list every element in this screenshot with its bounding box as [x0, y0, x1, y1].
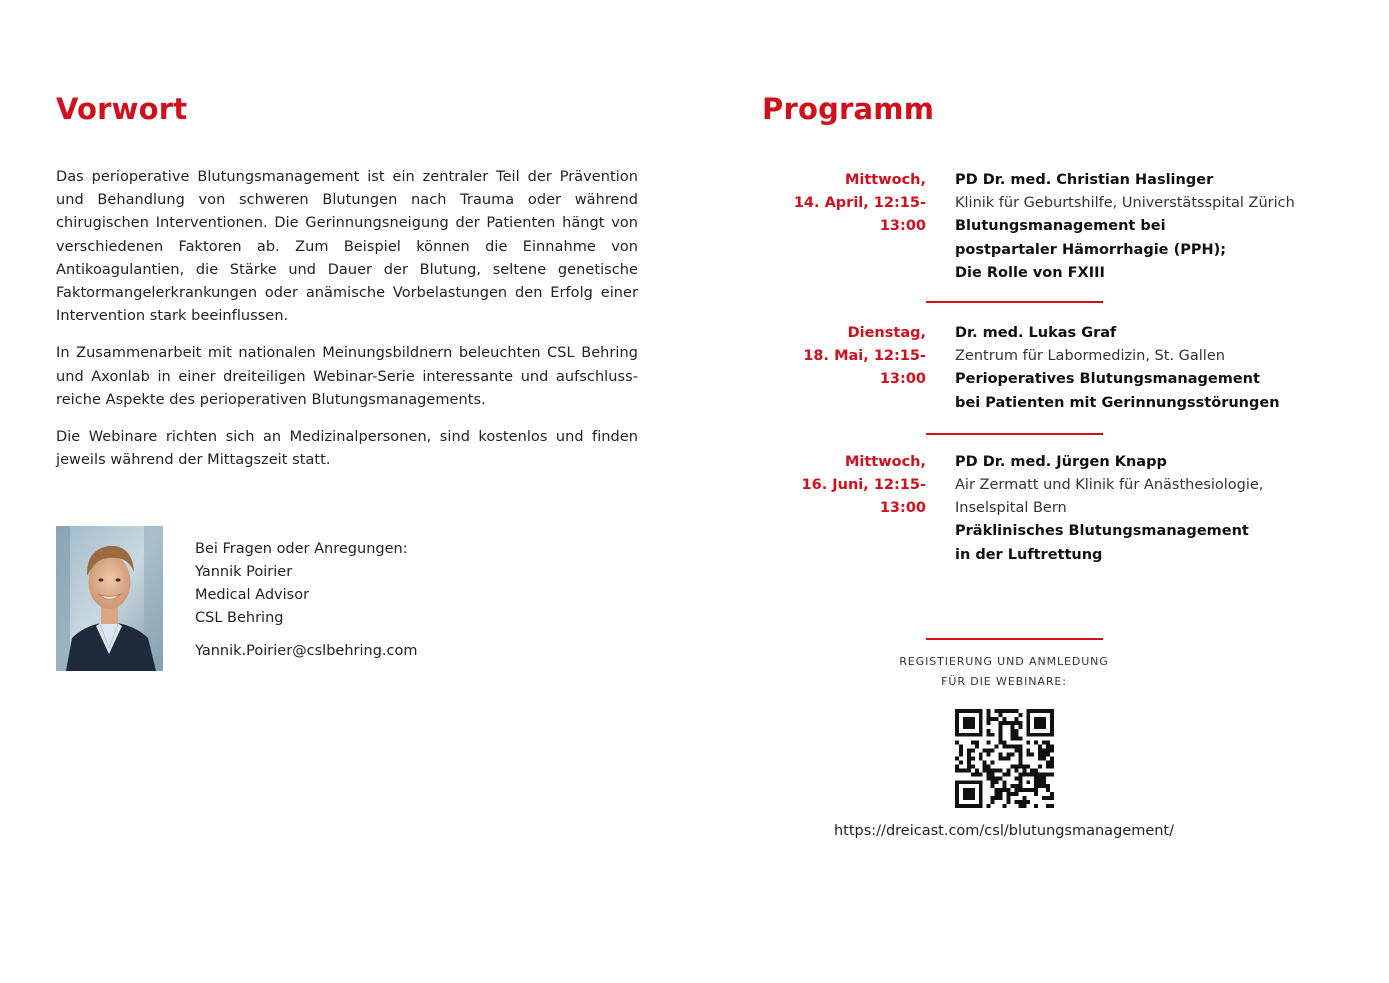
session-day: Dienstag, [847, 325, 926, 342]
session-topic-line: Die Rolle von FXIII [955, 264, 1105, 281]
program-list [762, 169, 1362, 640]
contact-company: CSL Behring [195, 610, 284, 626]
session-topic-line: Perioperatives Blutungsmanagement [955, 371, 1260, 388]
registration-block [762, 652, 1246, 839]
session-item [762, 451, 1362, 567]
session-details [955, 451, 1325, 567]
programm-section [762, 92, 1362, 640]
vorwort-paragraph: In Zusammenarbeit mit nationalen Meinungsbildnern beleuchten CSL Behring und Axonlab in einer dreiteiligen Webinar-Serie interessante und aufschluss-reiche Aspekte des perioperativen Blutungsmanagements. [56, 345, 638, 408]
vorwort-title: Vorwort [56, 92, 188, 126]
divider [926, 301, 1103, 303]
session-datetime: 18. Mai, 12:15-13:00 [803, 348, 926, 388]
session-details [955, 322, 1325, 415]
session-topic-line: postpartaler Hämorrhagie (PPH); [955, 241, 1227, 258]
programm-title: Programm [762, 92, 935, 126]
session-day: Mittwoch, [844, 453, 926, 470]
session-affiliation: Inselspital Bern [955, 500, 1067, 517]
session-topic-line: Präklinisches Blutungsmanagement [955, 523, 1249, 540]
session-details [955, 169, 1325, 285]
session-speaker: Dr. med. Lukas Graf [955, 325, 1117, 342]
registration-label: REGISTIERUNG UND ANMLEDUNG [899, 655, 1109, 668]
session-topic-line: bei Patienten mit Gerinnungsstörungen [955, 394, 1280, 411]
session-item [762, 322, 1362, 415]
session-day: Mittwoch, [844, 172, 926, 188]
vorwort-paragraph: Die Webinare richten sich an Medizinalpersonen, sind kostenlos und finden jeweils während der Mittagszeit statt. [56, 429, 638, 469]
session-topic-line: Blutungsmanagement bei [955, 218, 1166, 235]
session-date [762, 322, 926, 415]
contact-block [56, 526, 656, 671]
session-affiliation: Zentrum für Labormedizin, St. Gallen [955, 348, 1225, 365]
session-speaker: PD Dr. med. Christian Haslinger [955, 172, 1214, 188]
contact-intro: Bei Fragen oder Anregungen: [195, 541, 408, 557]
divider [926, 638, 1103, 640]
session-date [762, 169, 926, 285]
qr-code-icon[interactable] [955, 708, 1054, 809]
session-speaker: PD Dr. med. Jürgen Knapp [955, 453, 1167, 470]
session-affiliation: Air Zermatt und Klinik für Anästhesiologie, [955, 477, 1264, 494]
contact-email[interactable]: Yannik.Poirier@cslbehring.com [195, 643, 418, 659]
session-date [762, 451, 926, 567]
session-item [762, 169, 1362, 285]
session-affiliation: Klinik für Geburtshilfe, Universtätsspital Zürich [955, 195, 1295, 212]
vorwort-section [56, 92, 638, 486]
contact-role: Medical Advisor [195, 587, 310, 603]
session-datetime: 14. April, 12:15-13:00 [793, 195, 926, 235]
session-datetime: 16. Juni, 12:15-13:00 [801, 477, 926, 517]
contact-name: Yannik Poirier [195, 564, 293, 580]
portrait-photo [56, 526, 163, 671]
session-topic-line: in der Luftrettung [955, 546, 1103, 563]
registration-label: FÜR DIE WEBINARE: [941, 675, 1067, 688]
contact-text [195, 538, 418, 663]
vorwort-paragraph: Das perioperative Blutungsmanagement ist ein zentraler Teil der Prävention und Behandlung von schweren Blutungen nach Trauma oder während chirugischen Interventionen. Die Gerinnungsneigung der Patienten hängt von verschiedenen Faktoren ab. Zum Beispiel können die Einnahme von Antikoagulantien, die Stärke und Dauer der Blutung, seltene genetische Faktormangelerkrankungen oder anämische Vorbelastungen den Erfolg einer Intervention stark beeinflussen. [56, 169, 638, 325]
divider [926, 433, 1103, 435]
registration-url-link[interactable]: https://dreicast.com/csl/blutungsmanagement/ [833, 823, 1175, 839]
vorwort-body [56, 166, 638, 472]
